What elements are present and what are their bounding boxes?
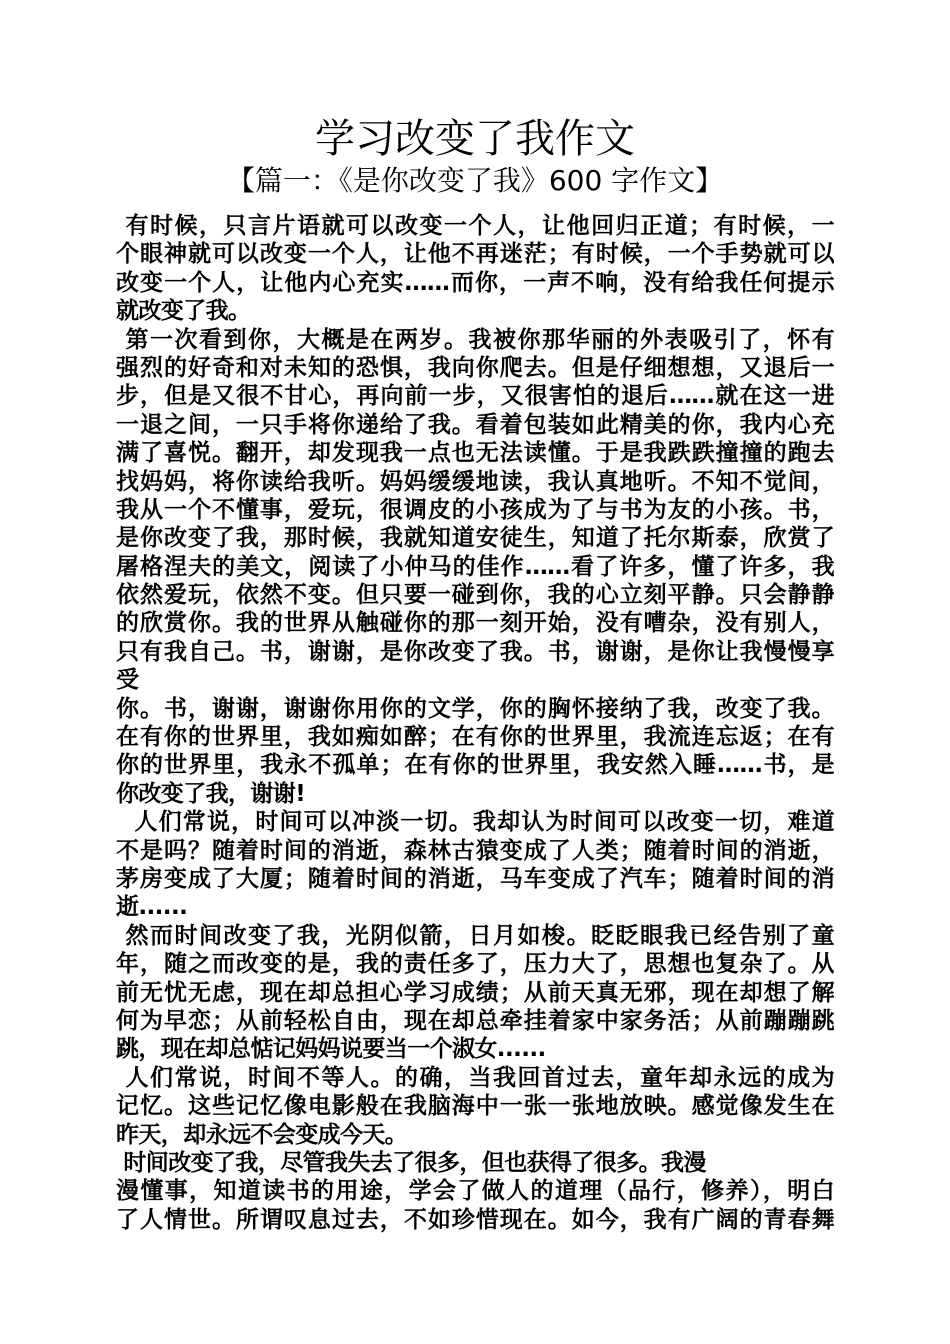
body-line: 何为早恋；从前轻松自由，现在却总牵挂着家中家务活；从前蹦蹦跳 (116, 1007, 834, 1034)
body-line: 满了喜悦。翻开，却发现我一点也无法读懂。于是我跌跌撞撞的跑去 (116, 440, 834, 467)
body-line: 屠格涅夫的美文，阅读了小仲马的佳作……看了许多，懂了许多，我 (116, 553, 834, 580)
body-line: 年，随之而改变的是，我的责任多了，压力大了，思想也复杂了。从 (116, 951, 834, 978)
document-title: 学习改变了我作文 (315, 116, 635, 162)
body-line: 不是吗？随着时间的消逝，森林古猿变成了人类；随着时间的消逝， (116, 837, 834, 864)
body-line: 逝...... (116, 894, 188, 921)
body-line: 是你改变了我，那时候，我就知道安徒生，知道了托尔斯泰，欣赏了 (116, 525, 834, 552)
body-line: 步，但是又很不甘心，再向前一步，又很害怕的退后……就在这一进 (116, 383, 834, 410)
body-line: 昨天，却永远不会变成今天。 (116, 1121, 408, 1148)
body-line: 个眼神就可以改变一个人，让他不再迷茫；有时候，一个手势就可以 (116, 241, 834, 268)
body-line: 你改变了我，谢谢! (116, 780, 306, 807)
body-line: 找妈妈，将你读给我听。妈妈缓缓地读，我认真地听。不知不觉间， (116, 468, 834, 495)
body-line: 你的世界里，我永不孤单；在有你的世界里，我安然入睡……书，是 (116, 752, 834, 779)
body-line: 改变一个人，让他内心充实……而你，一声不响，没有给我任何提示 (116, 269, 834, 296)
body-line: 跳，现在却总惦记妈妈说要当一个淑女...... (116, 1036, 546, 1063)
body-line: 时间改变了我，尽管我失去了很多，但也获得了很多。我漫 (116, 1149, 706, 1176)
body-line: 你。书，谢谢，谢谢你用你的文学，你的胸怀接纳了我，改变了我。 (116, 695, 834, 722)
body-line: 茅房变成了大厦；随着时间的消逝，马车变成了汽车；随着时间的消 (116, 865, 834, 892)
body-line: 只有我自己。书，谢谢，是你改变了我。书，谢谢，是你让我慢慢享 (116, 638, 834, 665)
body-line: 前无忧无虑，现在却总担心学习成绩；从前天真无邪，现在却想了解 (116, 979, 834, 1006)
body-line: 的欣赏你。我的世界从触碰你的那一刻开始，没有嘈杂，没有别人， (116, 610, 834, 637)
body-line: 我从一个不懂事，爱玩，很调皮的小孩成为了与书为友的小孩。书， (116, 496, 834, 523)
body-line: 记忆。这些记忆像电影般在我脑海中一张一张地放映。感觉像发生在 (116, 1093, 834, 1120)
body-line: 一退之间，一只手将你递给了我。看着包装如此精美的你，我内心充 (116, 411, 834, 438)
body-line: 漫懂事，知道读书的用途，学会了做人的道理（品行，修养），明白 (116, 1178, 834, 1205)
body-line: 人们常说，时间不等人。的确，当我回首过去，童年却永远的成为 (116, 1064, 834, 1091)
essay-body (116, 212, 834, 1234)
body-line: 就改变了我。 (116, 298, 251, 325)
document-subtitle: 【篇一：《是你改变了我》600 字作文】 (226, 164, 724, 197)
body-line: 依然爱玩，依然不变。但只要一碰到你，我的心立刻平静。只会静静 (116, 582, 834, 609)
body-line: 了人情世。所谓叹息过去，不如珍惜现在。如今，我有广阔的青春舞 (116, 1206, 834, 1233)
body-line: 强烈的好奇和对未知的恐惧，我向你爬去。但是仔细想想，又退后一 (116, 354, 834, 381)
body-line: 在有你的世界里，我如痴如醉；在有你的世界里，我流连忘返；在有 (116, 724, 834, 751)
body-line: 人们常说，时间可以冲淡一切。我却认为时间可以改变一切，难道 (116, 809, 834, 836)
body-line: 受 (116, 667, 139, 694)
body-line: 第一次看到你，大概是在两岁。我被你那华丽的外表吸引了，怀有 (116, 326, 834, 353)
body-line: 然而时间改变了我，光阴似箭，日月如梭。眨眨眼我已经告别了童 (116, 922, 834, 949)
body-line: 有时候，只言片语就可以改变一个人，让他回归正道；有时候，一 (116, 213, 834, 239)
